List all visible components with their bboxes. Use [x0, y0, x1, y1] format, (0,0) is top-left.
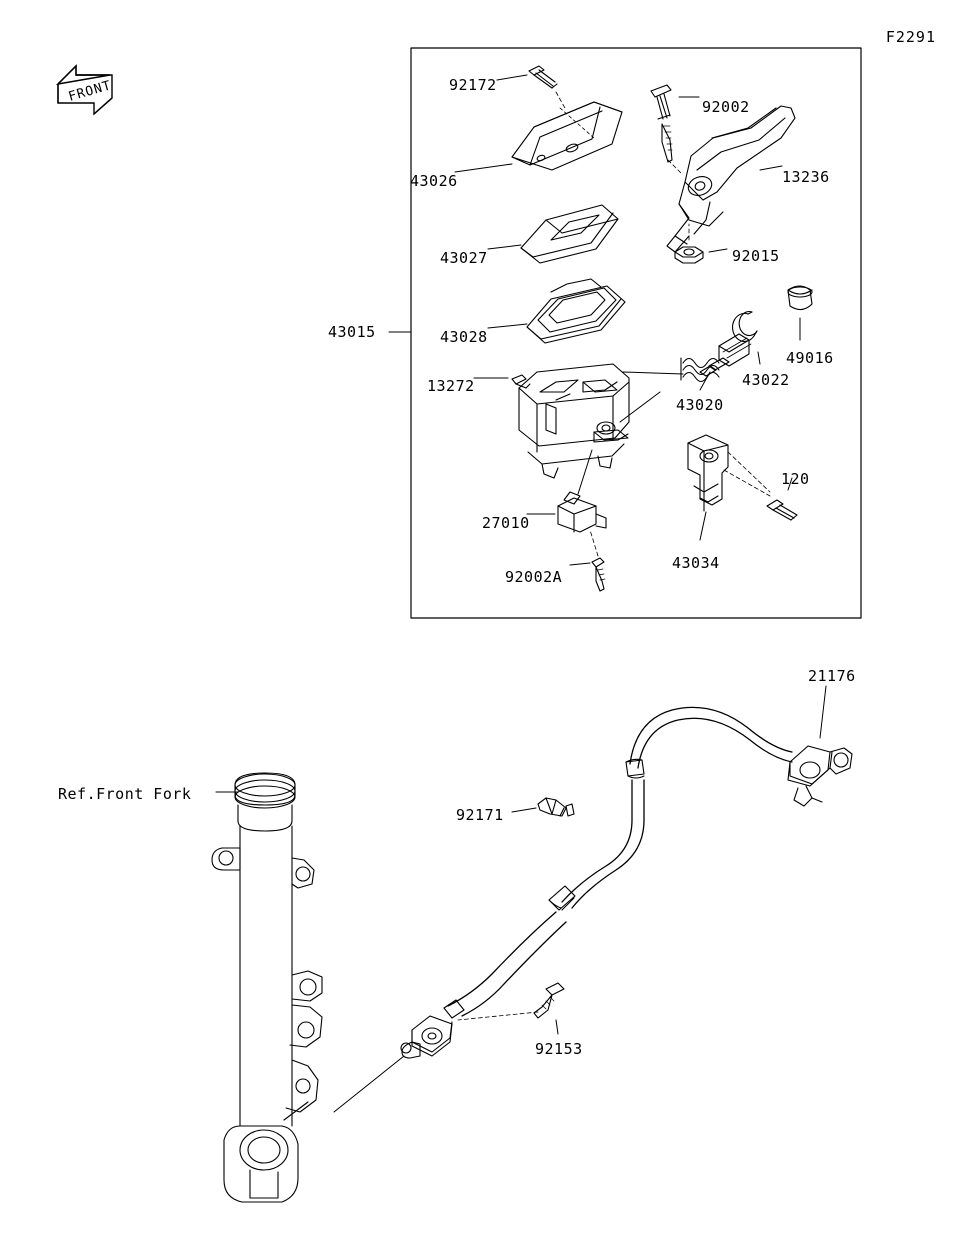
- part-label-13272: 13272: [427, 377, 475, 395]
- part-label-21176: 21176: [808, 667, 856, 685]
- part-label-92172: 92172: [449, 76, 497, 94]
- part-label-92002A: 92002A: [505, 568, 563, 586]
- part-label-92002: 92002: [702, 98, 750, 116]
- part-label-13236: 13236: [782, 168, 830, 186]
- part-label-43020: 43020: [676, 396, 724, 414]
- part-label-49016: 49016: [786, 349, 834, 367]
- part-label-43026: 43026: [410, 172, 458, 190]
- part-label-43028: 43028: [440, 328, 488, 346]
- part-label-120: 120: [781, 470, 810, 488]
- front-arrow-label: FRONT: [66, 78, 114, 105]
- part-label-92171: 92171: [456, 806, 504, 824]
- part-label-27010: 27010: [482, 514, 530, 532]
- part-label-43022: 43022: [742, 371, 790, 389]
- part-label-43015: 43015: [328, 323, 376, 341]
- drawing-code: F2291: [885, 28, 936, 46]
- part-label-92153: 92153: [535, 1040, 583, 1058]
- part-label-43027: 43027: [440, 249, 488, 267]
- part-label-43034: 43034: [672, 554, 720, 572]
- part-label-92015: 92015: [732, 247, 780, 265]
- ref-front-fork-label: Ref.Front Fork: [58, 785, 192, 803]
